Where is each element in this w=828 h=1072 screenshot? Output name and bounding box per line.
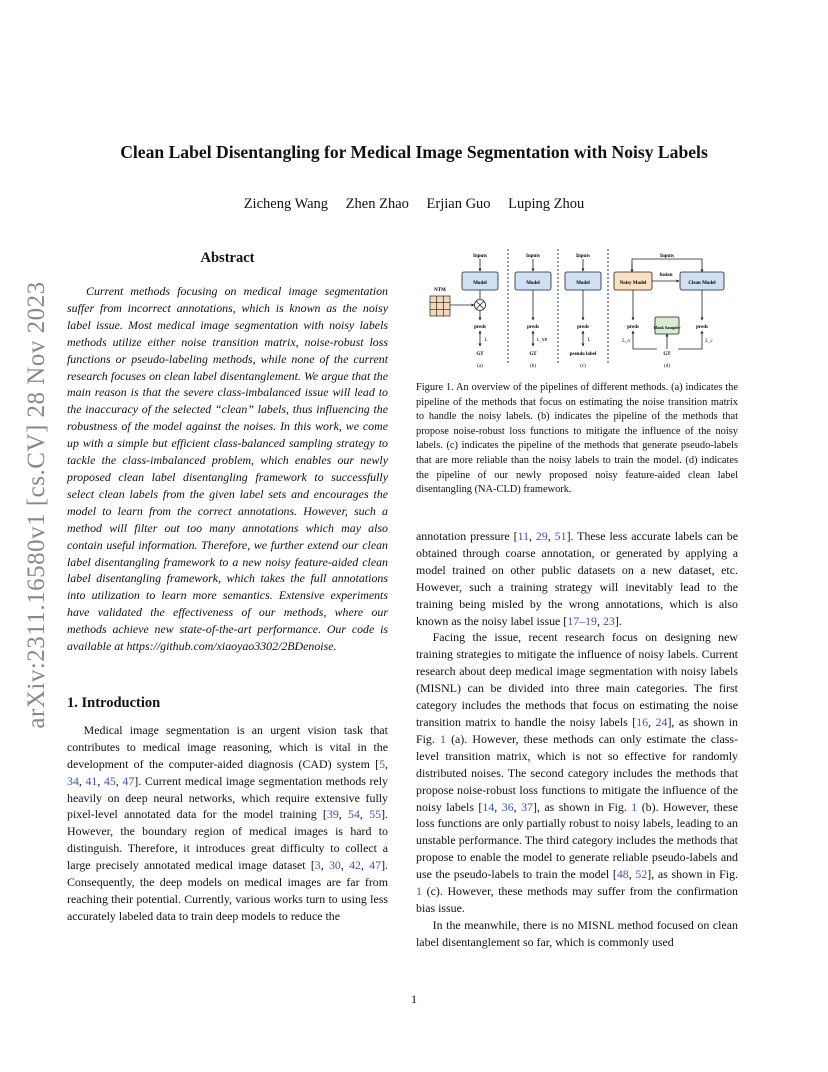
citation-link[interactable]: 54 — [348, 807, 360, 822]
gt-label: GT — [663, 352, 671, 357]
intro-paragraph: Medical image segmentation is an urgent vision task that contributes to medical image reasoning, which is vital in the development of the computer-aided diagnosis (CAD) system [5, 34, 41, 45, 47]. Current medical image segmentation methods rely heavily on deep neural networks, which require extensive fully pixel-level annotated data for the model training [39, 54, 55]. However, the boundary region of medical images is hard to distinguish. Therefore, it introduces great difficulty to collect a large precisely annotated medical image dataset [3, 30, 42, 47]. Consequently, the deep models on medical images are far from reaching their potential. Currently, various works turn to using less accurately labeled data to train deep models to reduce the — [67, 722, 389, 923]
citation-link[interactable]: 39 — [326, 807, 339, 822]
citation-link[interactable]: 34 — [67, 773, 79, 788]
mask-sampler-label: Mask Sampler — [653, 325, 681, 330]
loss-n-label: L_n — [622, 339, 630, 344]
citation-link[interactable]: 45 — [103, 773, 116, 788]
citation-link[interactable]: 41 — [85, 773, 98, 788]
arxiv-id: arXiv:2311.16580v1 [cs.CV] 28 Nov 2023 — [23, 281, 50, 729]
citation-link[interactable]: 23 — [602, 613, 615, 628]
author: Zhen Zhao — [345, 196, 409, 212]
loss-label: L — [587, 338, 591, 343]
citation-link[interactable]: 11 — [517, 529, 530, 543]
panel-label: (b) — [530, 364, 536, 369]
intro-heading: 1. Introduction — [67, 694, 161, 711]
gt-label: GT — [476, 352, 484, 357]
citation-link[interactable]: 48 — [616, 867, 629, 882]
right-column — [416, 528, 738, 951]
ntm-label: NTM — [434, 288, 446, 293]
citation-link[interactable]: 30 — [328, 858, 341, 873]
author: Erjian Guo — [426, 196, 491, 212]
panel-c — [565, 254, 601, 369]
page-number: 1 — [411, 992, 417, 1006]
model-label: Model — [576, 281, 590, 286]
citation-link[interactable]: 29 — [535, 529, 548, 543]
author: Zicheng Wang — [243, 196, 329, 212]
citation-link[interactable]: 55 — [369, 807, 382, 822]
abstract-body: Current methods focusing on medical image segmentation suffer from incorrect annotations, which is known as the noisy label issue. Most medical image segmentation with noisy labels methods utilize either noise transition matrix, noise-robust loss functions or pseudo-labeling methods, while none of the current research focuses on clean label disentanglement. We argue that the main reason is that the severe class-imbalanced issue will lead to the inaccuracy of the selected “clean” labels, thus influencing the robustness of the model against the noises. In this work, we come up with a simple but efficient class-balanced sampling strategy to tackle the class-imbalanced problem, which enables our newly proposed clean label disentangling framework to successfully select clean labels from the given label sets and encourages the model to learn from the correct annotations. However, such a method will filter out too many annotations which may also contain useful information. Therefore, we further extend our clean label disentangling framework to a new noisy feature-aided clean label disentangling framework, which takes the full annotations into utilization to learn more semantics. Extensive experiments have validated the effectiveness of our methods, where our methods achieve new state-of-the-art performance. Our code is available at https://github.com/xiaoyao3302/2BDenoise. — [67, 284, 388, 654]
citation-link[interactable]: 36 — [501, 799, 514, 814]
preds-label: preds — [474, 325, 486, 330]
author: Luping Zhou — [508, 196, 585, 212]
inputs-label: Inputs — [660, 254, 674, 259]
clean-model-label: Clean Model — [688, 281, 716, 286]
loss-label: L_NR — [536, 337, 548, 342]
panel-label: (c) — [580, 364, 586, 369]
inputs-label: Inputs — [526, 254, 540, 259]
arxiv-watermark — [22, 280, 52, 730]
citation-link[interactable]: 3 — [314, 858, 321, 873]
abstract-heading: Abstract — [200, 250, 255, 266]
citation-link[interactable]: 1 — [439, 731, 446, 746]
panel-d — [614, 254, 724, 369]
citation-link[interactable]: 47 — [369, 858, 382, 873]
inputs-label: Inputs — [576, 254, 590, 259]
author-list — [0, 196, 828, 213]
figure-caption: Figure 1. An overview of the pipelines of different methods. (a) indicates the pipeline of the methods that focus on estimating the noise transition matrix to handle the noisy labels. (b) indicates the pipeline of the methods that propose noise-robust loss functions to mitigate the influence of the noisy labels. (c) indicates the pipeline of the methods that generate pseudo-labels that are more reliable than the noisy labels to train the model. (d) indicates the pipeline of our newly proposed noisy feature-aided clean label disentangling (NA-CLD) framework. — [416, 382, 738, 496]
figure-1-pipelines — [422, 245, 734, 375]
gt-label: GT — [529, 352, 537, 357]
citation-link[interactable]: 24 — [655, 714, 668, 729]
citation-link[interactable]: 37 — [521, 799, 533, 814]
fusion-label: fusion — [659, 273, 673, 278]
loss-c-label: L_c — [705, 339, 713, 344]
preds-label: preds — [696, 325, 708, 330]
citation-link[interactable]: 42 — [349, 858, 361, 873]
citation-link[interactable]: 14 — [482, 799, 495, 814]
model-label: Model — [473, 281, 487, 286]
citation-link[interactable]: 16 — [636, 714, 649, 729]
preds-label: preds — [627, 325, 639, 330]
left-column — [67, 250, 388, 925]
model-label: Model — [526, 281, 540, 286]
inputs-label: Inputs — [473, 254, 487, 259]
citation-link[interactable]: 1 — [631, 799, 638, 814]
citation-link[interactable]: 52 — [635, 867, 648, 882]
paper-title: Clean Label Disentangling for Medical Image Segmentation with Noisy Labels — [120, 142, 708, 162]
body-paragraph: annotation pressure [11, 29, 51]. These less accurate labels can be obtained through coarse annotation, or generated by applying a model trained on other public datasets on a new dataset, etc. However, such a training strategy will inevitably lead to the training being misled by the wrong annotations, which is also known as the noisy label issue [17–19, 23]. — [416, 529, 738, 628]
noisy-model-label: Noisy Model — [619, 281, 647, 286]
citation-link[interactable]: 47 — [122, 773, 135, 788]
citation-link[interactable]: 5 — [379, 756, 386, 771]
ntm-grid-icon — [430, 296, 450, 316]
citation-link[interactable]: 1 — [416, 884, 422, 899]
panel-b — [515, 254, 551, 369]
pseudo-label: pseudo label — [569, 352, 597, 357]
body-paragraph: Facing the issue, recent research focus on designing new training strategies to mitigate the influence of noisy labels. Current research about deep medical image segmentation with noisy labels (MISNL) can be divided into three main categories. The first category includes the methods that focus on estimating the noise transition matrix to handle the noisy labels [16, 24], as shown in Fig. 1 (a). However, these methods can only estimate the class-level transition matrix, which is not so effective for randomly distributed noises. The second category includes the methods that propose noise-robust loss functions to mitigate the influence of the noisy labels [14, 36, 37], as shown in Fig. 1 (b). However, these loss functions are only partially robust to noisy labels, leading to an unstable performance. The third category includes the methods that propose to enable the model to generate reliable pseudo-labels and use the pseudo-labels to train the model [48, 52], as shown in Fig. 1 (c). However, these methods may suffer from the confirmation bias issue. — [416, 630, 739, 915]
body-paragraph: In the meanwhile, there is no MISNL method focused on clean label disentanglement so far, which is commonly used — [416, 917, 738, 949]
citation-link[interactable]: 17–19 — [567, 613, 597, 628]
preds-label: preds — [527, 325, 539, 330]
panel-label: (a) — [477, 364, 483, 369]
panel-dividers — [508, 249, 608, 363]
loss-label: L — [484, 338, 488, 343]
preds-label: preds — [577, 325, 589, 330]
panel-label: (d) — [664, 364, 670, 369]
citation-link[interactable]: 51 — [554, 529, 567, 543]
panel-a — [430, 254, 498, 369]
